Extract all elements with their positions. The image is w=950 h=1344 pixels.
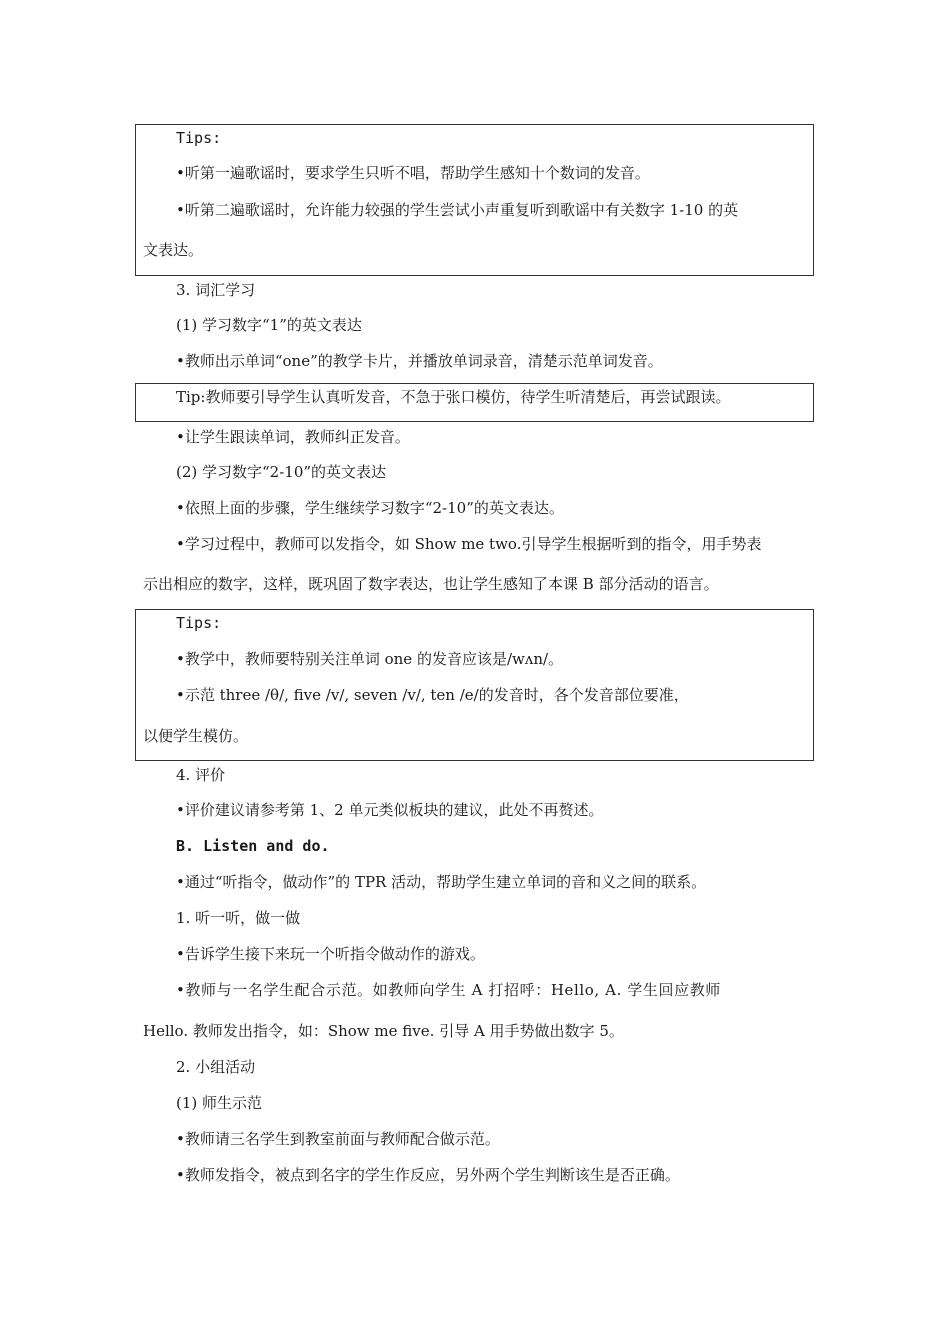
tips-item-continued: 以便学生模仿。 (143, 727, 249, 745)
tips-item: •听第二遍歌谣时，允许能力较强的学生尝试小声重复听到歌谣中有关数字 1-10 的英 (176, 201, 739, 219)
bullet-item: •教师发指令，被点到名字的学生作反应，另外两个学生判断该生是否正确。 (176, 1166, 680, 1184)
section-heading: 4. 评价 (176, 766, 226, 784)
bullet-item: •学习过程中，教师可以发指令，如 Show me two.引导学生根据听到的指令，用手势表 (176, 535, 762, 553)
section-heading: B. Listen and do. (176, 837, 330, 855)
bullet-item: •通过“听指令，做动作”的 TPR 活动，帮助学生建立单词的音和义之间的联系。 (176, 873, 707, 891)
tips-item-continued: 文表达。 (143, 241, 204, 259)
step-heading: 2. 小组活动 (176, 1058, 256, 1076)
subsection-heading: (1) 学习数字“1”的英文表达 (176, 316, 362, 334)
bullet-item: •让学生跟读单词，教师纠正发音。 (176, 428, 410, 446)
tips-item: •示范 three /θ/, five /v/, seven /v/, ten /e/的发音时，各个发音部位要准， (176, 686, 689, 704)
section-heading: 3. 词汇学习 (176, 281, 256, 299)
subsection-heading: (1) 师生示范 (176, 1094, 263, 1112)
bullet-item-continued: Hello. 教师发出指令，如：Show me five. 引导 A 用手势做出数字 5。 (143, 1022, 624, 1040)
tips-label: Tips: (176, 614, 222, 632)
bullet-item: •教师出示单词“one”的教学卡片，并播放单词录音，清楚示范单词发音。 (176, 352, 663, 370)
bullet-item: •告诉学生接下来玩一个听指令做动作的游戏。 (176, 945, 485, 963)
subsection-heading: (2) 学习数字“2-10”的英文表达 (176, 463, 387, 481)
tips-item: •教学中，教师要特别关注单词 one 的发音应该是/wʌn/。 (176, 650, 564, 668)
tip-text: Tip:教师要引导学生认真听发音，不急于张口模仿，待学生听清楚后，再尝试跟读。 (176, 388, 731, 406)
tips-item: •听第一遍歌谣时，要求学生只听不唱，帮助学生感知十个数词的发音。 (176, 164, 650, 182)
bullet-item-continued: 示出相应的数字，这样，既巩固了数字表达，也让学生感知了本课 B 部分活动的语言。 (143, 575, 719, 593)
step-heading: 1. 听一听，做一做 (176, 909, 301, 927)
bullet-item: •依照上面的步骤，学生继续学习数字“2-10”的英文表达。 (176, 499, 564, 517)
tips-label: Tips: (176, 129, 222, 147)
bullet-item: •教师与一名学生配合示范。如教师向学生 A 打招呼：Hello, A. 学生回应教师 (176, 981, 721, 999)
bullet-item: •教师请三名学生到教室前面与教师配合做示范。 (176, 1130, 500, 1148)
bullet-item: •评价建议请参考第 1、2 单元类似板块的建议，此处不再赘述。 (176, 801, 604, 819)
